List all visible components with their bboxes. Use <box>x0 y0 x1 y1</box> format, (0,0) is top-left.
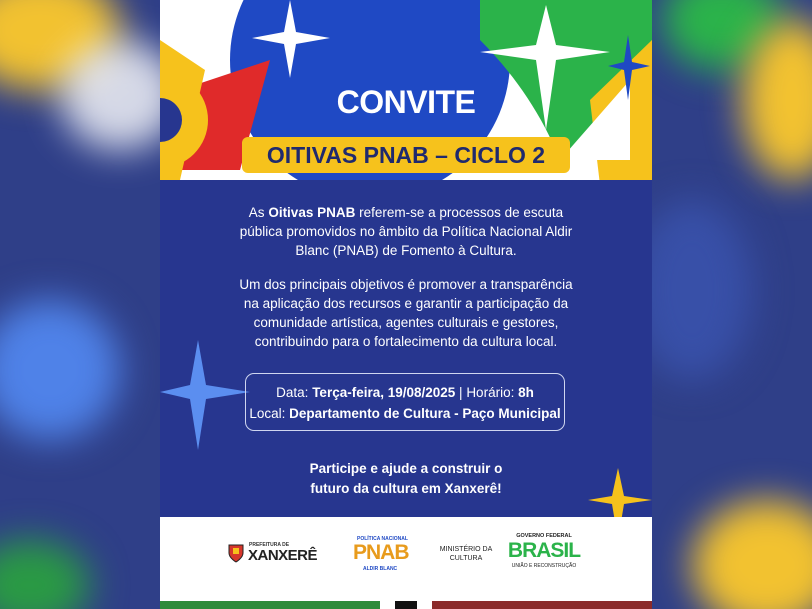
pnab-bottom-text: ALDIR BLANC <box>363 566 398 572</box>
invitation-poster <box>160 0 652 609</box>
coat-of-arms-icon <box>226 543 246 563</box>
event-date-line <box>246 382 564 403</box>
blurred-background-right <box>652 0 812 609</box>
date-value: Terça-feira, 19/08/2025 <box>312 385 456 400</box>
ministerio-logo <box>436 545 496 567</box>
xanxere-logo <box>226 539 326 565</box>
time-label: Horário: <box>466 385 519 400</box>
text-span: As <box>248 205 269 220</box>
text-line: na aplicação dos recursos e garantir a participação da <box>243 296 569 311</box>
text-line: Um dos principais objetivos é promover a transparência <box>239 277 573 292</box>
governo-bottom-text: UNIÃO E RECONSTRUÇÃO <box>511 563 577 569</box>
pnab-top-text: POLÍTICA NACIONAL <box>357 536 408 542</box>
governo-top-text: GOVERNO FEDERAL <box>516 533 572 539</box>
separator: | <box>455 385 467 400</box>
event-info-box <box>245 373 565 431</box>
date-label: Data: <box>276 385 313 400</box>
text-span: referem-se a processos de escuta <box>355 205 564 220</box>
event-location-line <box>246 403 564 424</box>
blurred-background-left <box>0 0 160 609</box>
text-line: Participe e ajude a construir o <box>309 461 503 476</box>
ministerio-line2: CULTURA <box>449 555 483 562</box>
call-to-action <box>220 459 592 499</box>
text-line: Blanc (PNAB) de Fomento à Cultura. <box>295 243 517 258</box>
text-line: futuro da cultura em Xanxerê! <box>310 481 502 496</box>
governo-federal-logo <box>504 533 584 579</box>
ministerio-line1: MINISTÉRIO DA <box>439 546 493 553</box>
location-label: Local: <box>249 406 290 421</box>
xanxere-name: XANXERÊ <box>248 547 318 564</box>
description-paragraph-2 <box>200 275 612 351</box>
text-line: contribuindo para o fortalecimento da cultura local. <box>254 334 558 349</box>
text-bold: Oitivas PNAB <box>268 205 356 220</box>
description-paragraph-1 <box>200 203 612 260</box>
text-line: comunidade artística, agentes culturais e gestores, <box>253 315 559 330</box>
pnab-name: PNAB <box>353 541 409 564</box>
poster-subtitle: OITIVAS PNAB – CICLO 2 <box>242 137 570 173</box>
poster-title: CONVITE <box>336 84 476 120</box>
text-line: pública promovidos no âmbito da Política Nacional Aldir <box>239 224 573 239</box>
bottom-stripe <box>160 601 652 609</box>
governo-name: BRASIL <box>507 539 581 562</box>
location-value: Departamento de Cultura - Paço Municipal <box>289 406 561 421</box>
time-value: 8h <box>518 385 534 400</box>
footer-logos <box>160 517 652 601</box>
xanxere-small-text: PREFEITURA DE <box>249 542 290 548</box>
pnab-logo <box>353 536 417 576</box>
